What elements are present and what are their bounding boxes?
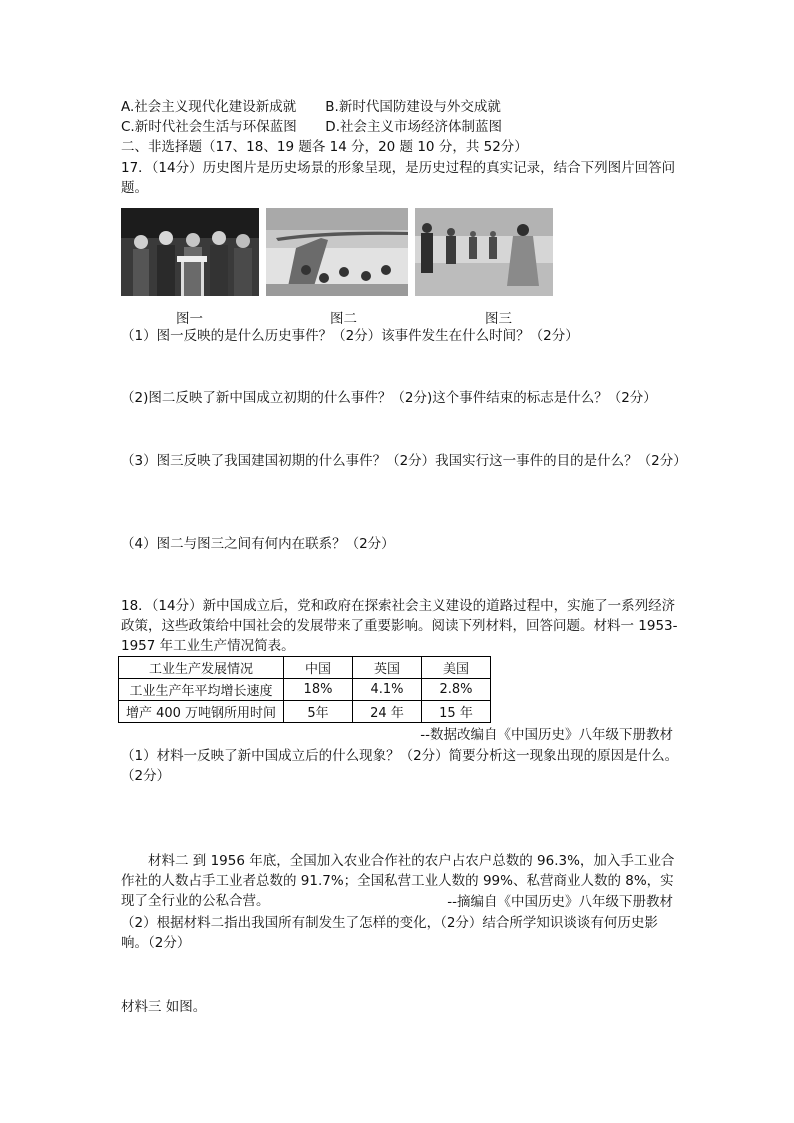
q17-stem: 17．（14分）历史图片是历史场景的形象呈现，是历史过程的真实记录，结合下列图片回答问题。 <box>121 160 676 196</box>
table-cell: 24 年 <box>353 701 422 723</box>
table-header-cell: 英国 <box>353 657 422 679</box>
q17-sub4: （4）图二与图三之间有何内在联系？（2分） <box>121 536 395 552</box>
source-note-2: --摘编自《中国历史》八年级下册教材 <box>447 894 673 910</box>
table-header-cell: 美国 <box>422 657 491 679</box>
table-cell: 15 年 <box>422 701 491 723</box>
photo-1-image <box>121 208 259 296</box>
photo-3-image <box>415 208 553 296</box>
photo-2-image <box>266 208 408 296</box>
photo-3 <box>415 208 553 296</box>
table-cell: 4.1% <box>353 679 422 701</box>
table-row <box>119 701 491 723</box>
table-cell: 5年 <box>284 701 353 723</box>
q18-sub1: （1）材料一反映了新中国成立后的什么现象？（2分）简要分析这一现象出现的原因是什么。（2分） <box>121 748 679 784</box>
section-heading: 二、非选择题（17、18、19 题各 14 分，20 题 10 分，共 52分） <box>121 139 528 155</box>
option-d: D.社会主义市场经济体制蓝图 <box>325 119 502 135</box>
q18-stem: 18．（14分）新中国成立后，党和政府在探索社会主义建设的道路过程中，实施了一系列经济政策，这些政策给中国社会的发展带来了重要影响。阅读下列材料，回答问题。材料一 1953-1957 年工业生产情况简表。 <box>121 598 678 654</box>
q17-sub1: （1）图一反映的是什么历史事件？（2分）该事件发生在什么时间？（2分） <box>121 328 579 344</box>
table-header-cell: 工业生产发展情况 <box>119 657 284 679</box>
q17-sub3: （3）图三反映了我国建国初期的什么事件？（2分）我国实行这一事件的目的是什么？（2分） <box>121 453 687 469</box>
table-header-row <box>119 657 491 679</box>
table-cell: 增产 400 万吨钢所用时间 <box>119 701 284 723</box>
caption-2: 图二 <box>330 311 357 327</box>
material-2: 材料二 到 1956 年底，全国加入农业合作社的农户占农户总数的 96.3%，加入手工业合作社的人数占手工业者总数的 91.7%；全国私营工业人数的 99%、私营商业人数的 8%，实现了全行业的公私合营。 <box>121 853 675 909</box>
table-row <box>119 679 491 701</box>
table-cell: 18% <box>284 679 353 701</box>
option-c: C.新时代社会生活与环保蓝图 <box>121 119 297 135</box>
photo-1 <box>121 208 259 296</box>
photo-2 <box>266 208 408 296</box>
table-header-cell: 中国 <box>284 657 353 679</box>
option-row-ab <box>121 98 501 116</box>
material-3: 材料三 如图。 <box>121 999 207 1015</box>
table-cell: 工业生产年平均增长速度 <box>119 679 284 701</box>
q18-sub2: （2）根据材料二指出我国所有制发生了怎样的变化，（2分）结合所学知识谈谈有何历史影响。（2分） <box>121 915 658 951</box>
source-note-1: --数据改编自《中国历史》八年级下册教材 <box>420 727 673 743</box>
table-cell: 2.8% <box>422 679 491 701</box>
option-row-cd <box>121 118 502 136</box>
caption-3: 图三 <box>485 311 512 327</box>
industry-table <box>118 656 491 723</box>
caption-1: 图一 <box>176 311 203 327</box>
option-b: B.新时代国防建设与外交成就 <box>325 99 501 115</box>
q17-sub2: （2)图二反映了新中国成立初期的什么事件？（2分)这个事件结束的标志是什么？（2分） <box>121 390 657 406</box>
option-a: A.社会主义现代化建设新成就 <box>121 99 297 115</box>
